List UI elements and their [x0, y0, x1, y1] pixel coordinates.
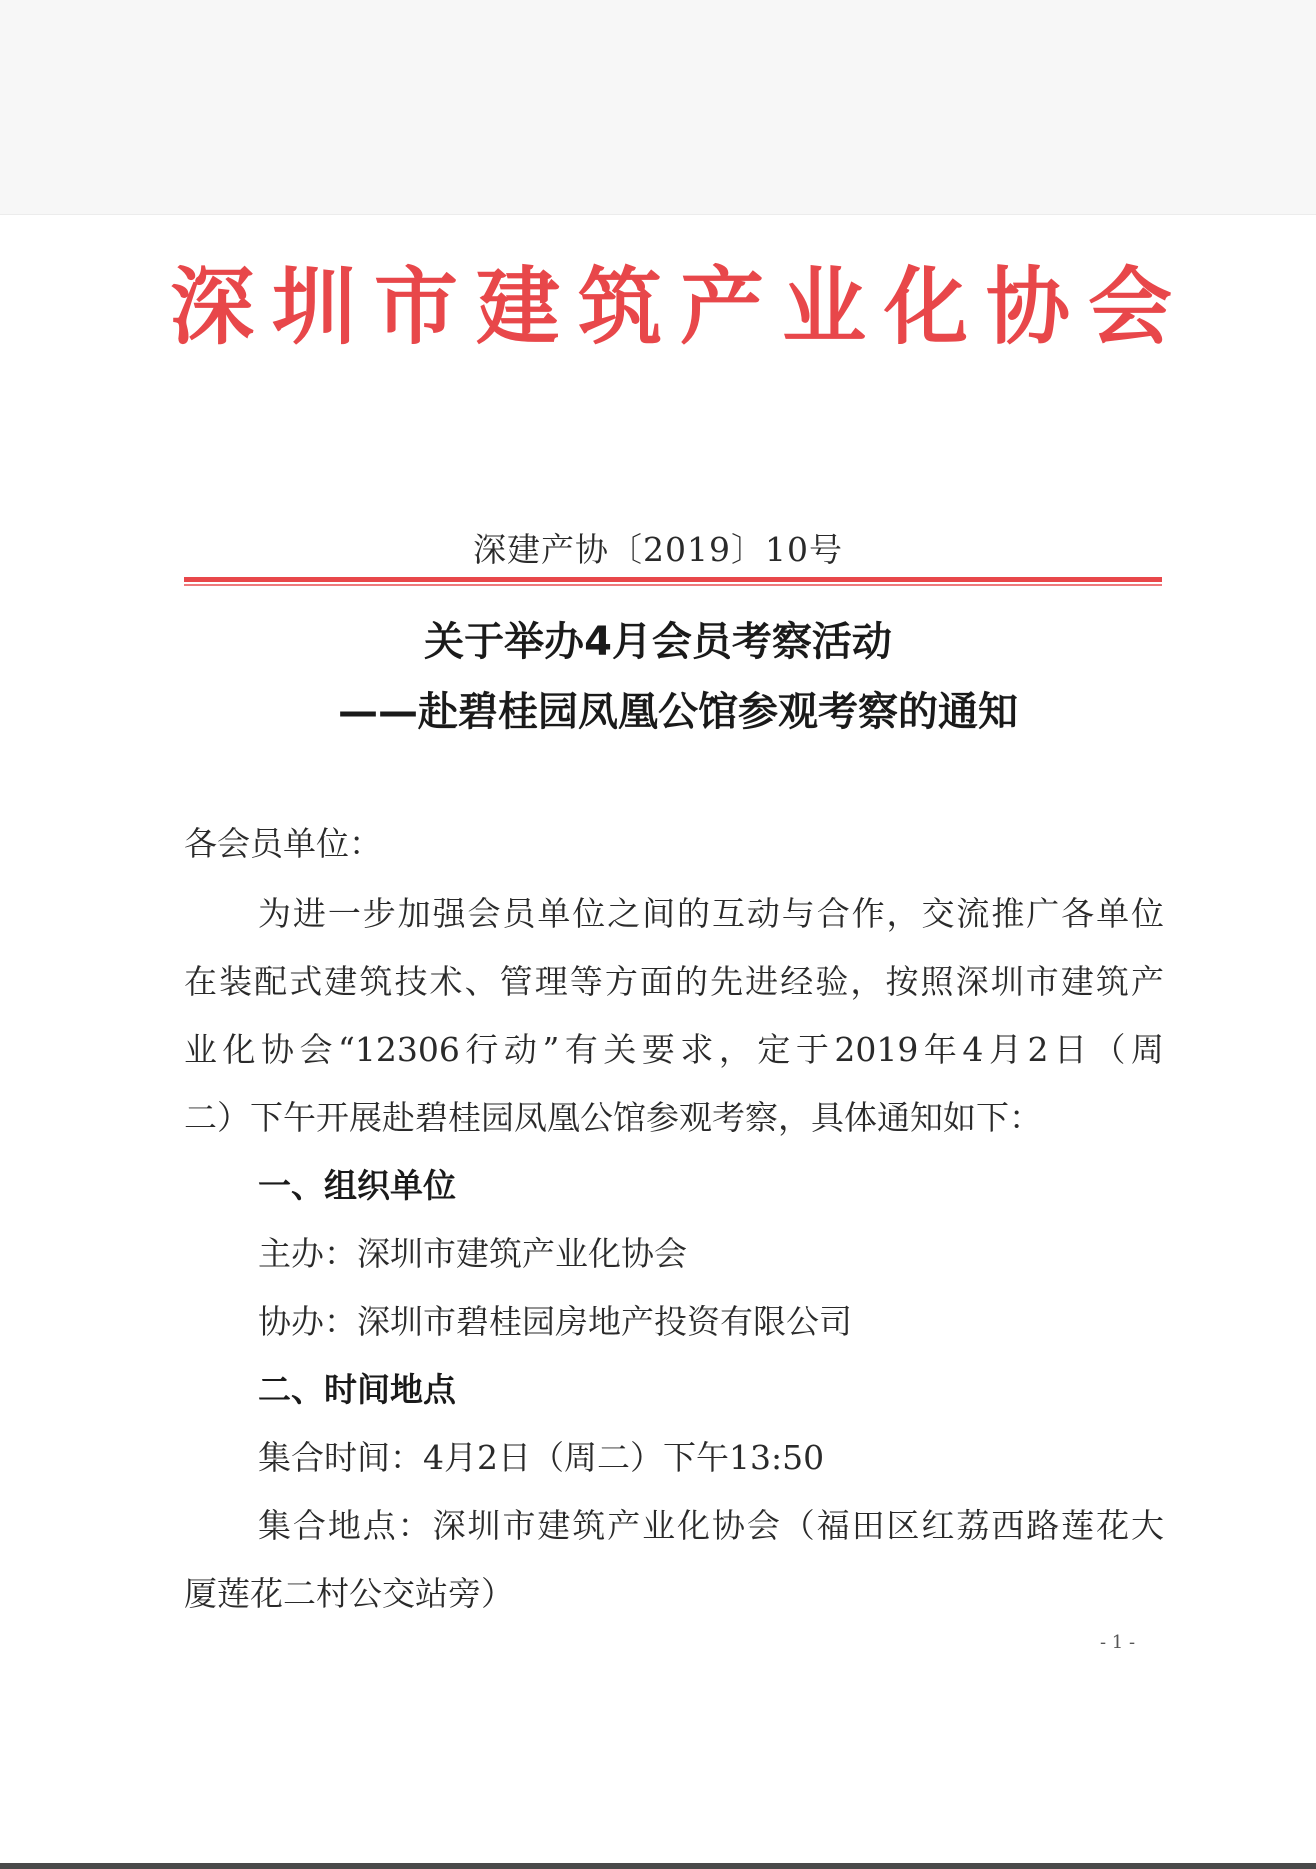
section2-place-line2: 厦莲花二村公交站旁） — [184, 1574, 514, 1613]
divider-thin-line — [184, 584, 1162, 586]
divider-thick-line — [184, 577, 1162, 582]
letterhead-organization: 深圳市建筑产业化协会 — [170, 257, 1191, 356]
intro-line-2: 在装配式建筑技术、管理等方面的先进经验，按照深圳市建筑产 — [184, 962, 1164, 1001]
notice-title-line2: ——赴碧桂园凤凰公馆参观考察的通知 — [338, 689, 1018, 735]
page-number: - 1 - — [1100, 1632, 1136, 1653]
intro-line-4: 二）下午开展赴碧桂园凤凰公馆参观考察，具体通知如下： — [184, 1098, 1042, 1137]
intro-line-1: 为进一步加强会员单位之间的互动与合作，交流推广各单位 — [258, 894, 1164, 933]
section2-time: 集合时间：4月2日（周二）下午13:50 — [258, 1438, 825, 1477]
notice-title-line1: 关于举办4月会员考察活动 — [424, 619, 892, 665]
scan-top-margin — [0, 0, 1316, 215]
letterhead-divider — [184, 577, 1162, 587]
section2-heading: 二、时间地点 — [258, 1370, 456, 1409]
intro-line-3: 业化协会“12306行动”有关要求，定于2019年4月2日（周 — [184, 1030, 1164, 1069]
scan-bottom-edge — [0, 1863, 1316, 1869]
section2-place-line1: 集合地点：深圳市建筑产业化协会（福田区红荔西路莲花大 — [258, 1506, 1164, 1545]
section1-cohost: 协办：深圳市碧桂园房地产投资有限公司 — [258, 1302, 852, 1341]
section1-heading: 一、组织单位 — [258, 1166, 456, 1205]
salutation: 各会员单位： — [184, 824, 382, 863]
document-number: 深建产协〔2019〕10号 — [473, 530, 843, 569]
section1-host: 主办：深圳市建筑产业化协会 — [258, 1234, 687, 1273]
